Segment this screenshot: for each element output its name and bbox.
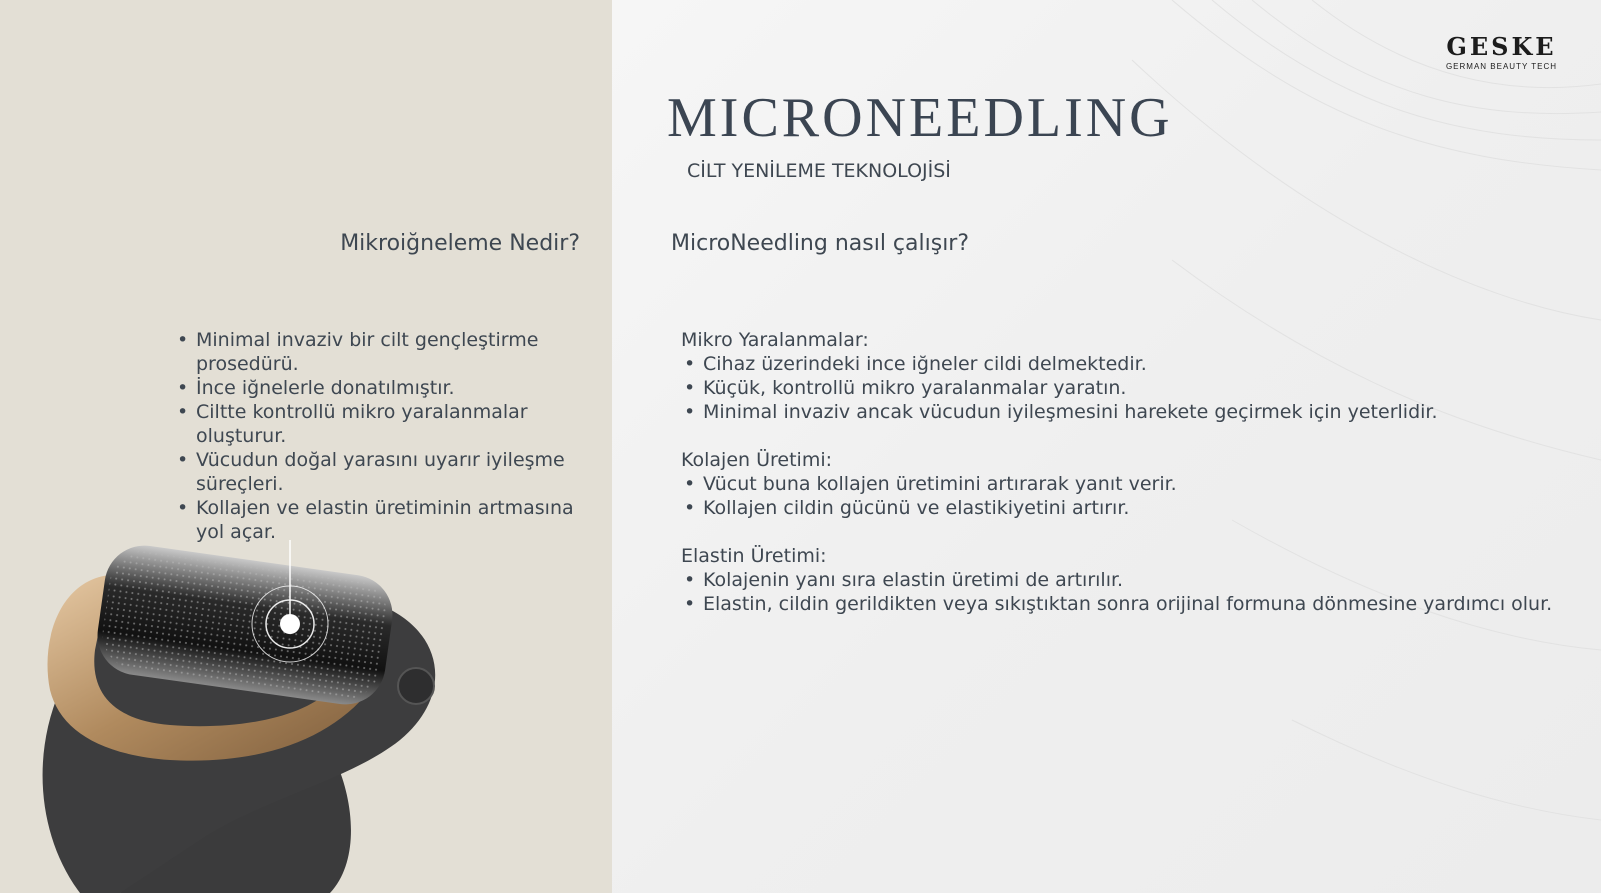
page-title: MICRONEEDLING [667, 87, 1173, 149]
list-item: • Vücudun doğal yarasını uyarır iyileşme süreçleri. [174, 448, 574, 496]
callout-dot [280, 614, 300, 634]
left-heading: Mikroiğneleme Nedir? [340, 231, 580, 256]
microneedling-device-image [0, 540, 460, 893]
left-bullet-list [174, 328, 574, 544]
list-item: • Minimal invaziv ancak vücudun iyileşmesini harekete geçirmek için yeterlidir. [681, 400, 1561, 424]
right-content [681, 328, 1561, 616]
list-item: • Minimal invaziv bir cilt gençleştirme prosedürü. [174, 328, 574, 376]
list-item: • Ciltte kontrollü mikro yaralanmalar oluşturur. [174, 400, 574, 448]
section-title-elastin: Elastin Üretimi: [681, 545, 827, 567]
list-item: • Küçük, kontrollü mikro yaralanmalar yaratın. [681, 376, 1561, 400]
list-item: • Vücut buna kollajen üretimini artırarak yanıt verir. [681, 472, 1561, 496]
list-item: • Cihaz üzerindeki ince iğneler cildi delmektedir. [681, 352, 1561, 376]
list-item: • İnce iğnelerle donatılmıştır. [174, 376, 574, 400]
brand-name: GESKE [1446, 32, 1557, 61]
page-subtitle: CİLT YENİLEME TEKNOLOJİSİ [687, 160, 951, 182]
right-heading: MicroNeedling nasıl çalışır? [671, 231, 970, 256]
micro-injuries-list [681, 352, 1561, 424]
brand-logo [1446, 32, 1557, 71]
device-button [398, 668, 434, 704]
elastin-list [681, 568, 1561, 616]
collagen-list [681, 472, 1561, 520]
list-item: • Kollajen cildin gücünü ve elastikiyetini artırır. [681, 496, 1561, 520]
list-item: • Elastin, cildin gerildikten veya sıkıştıktan sonra orijinal formuna dönmesine yardımcı olur. [681, 592, 1561, 616]
section-title-micro-injuries: Mikro Yaralanmalar: [681, 329, 869, 351]
list-item: • Kolajenin yanı sıra elastin üretimi de artırılır. [681, 568, 1561, 592]
section-title-collagen: Kolajen Üretimi: [681, 449, 833, 471]
brand-tagline: GERMAN BEAUTY TECH [1445, 62, 1557, 71]
list-item: • Kollajen ve elastin üretiminin artmasına yol açar. [174, 496, 574, 544]
